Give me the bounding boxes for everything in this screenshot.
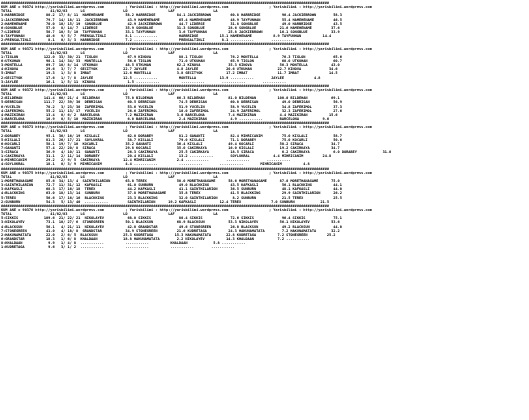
text-line: 1:BARCELONA 10.9 0/ 5/ 10 MAZIKIRAN 6.0 BARCELONA 2.4 MAZIKIRAN 4.9 ........... BARCELONA 9.6 [1,116,329,121]
text-line: TOTAL 41/02/83 LG LD LAF LA [1,50,218,55]
text-line: 2:GECITYOK 17.6 1/ 7/ 8 JAYLEE 12.5 ........... MONTELLA 13.9 ........... JAYLEE 4.8 [1,75,321,80]
text-line: 7:LIDERSE 50.7 10/ 5/ 10 TAYFUNHAN 33.1 TAYFUNHAN 3.6 TAYFUNHAN 25.8 JACKIEBROWN 16.1 SONGBLUE 33.9 [1,29,340,34]
text-line: 5:KISLALI 81.3 26/ 17/ 21 SOYLUKRAL 38.7 KISLALI 79.0 KISLALI 71.1 DORABEY 75.0 KOCARLI 50.6 [1,137,342,142]
text-line: TOTAL 41/02/83 LG LD LAF LA [1,212,218,217]
text-line: 1:MORETHANAGAME 85.6 34/ 13/ 4 SAINTHILARION 63.0 TEREX 50.0 MORETHANAGAME 58.6 MORETHANAGAME 87.0 MORETHANAGAME 75.0 [1,179,340,184]
text-line: 1:TIGLON 122.0 33/ 30/ 21 TIGLON 67.9 KINOVA 88.1 TIGLON 76.2 MONTELLA 76.3 TIGLON 65.6 [1,54,342,59]
text-line: 3:HARBRIDGE 80.2 17/ 8/ 11 HAMEHENAME 58.2 HARBRIDGE 84.1 JACKIEBROWN 60.8 HARBRIDGE 96.4 JACKIEBROWN 58.3 [1,13,342,18]
text-line: 5:IMBAT 19.3 1/ 3/ 8 IMBAT 12.6 MONTELLA 3.8 GECITYOK 17.2 IMBAT 11.7 IMBAT 14.5 [1,71,338,76]
text-line: KUM ANE = 90376 http://yarisbilimi.wordpress.com ; Yarisbilimi : http://yarisbilimi.wordpress.com ; Yarisbilimi : http://yarisbilimi.wordpress.com [1,208,372,213]
text-line: ######################################################################################################################################################### [1,166,329,171]
text-line: 5:TEREX 56.6 17/ 16/ 16 BLACKKING 23.3 BLACKKING 32.0 SAINTHILARION 8.2 SUNBURN 21.5 TEREX 25.5 [1,195,342,200]
text-line: 2:HAKUNAMATATA 22.0 2/ 6/ 5 BLACKSUN 25.3 KUDRETAGA 15.3 HAKUNAMATATA 22.8 KUDRETAGA 7.2 STONEGREEN 25.2 [1,232,336,237]
text-line: ######################################################################################################################################################### [1,1,329,5]
text-line: 4:ZAFERIMOL 55.2 11/ 13/ 17 YUCELIN 26.6 ZAFERIMOL 10.0 ZAFERIMOL 24.9 ZAFERIMOL 32.3 ZAFERIMOL 27.6 [1,108,342,113]
text-line: 2:DORABEY 95.1 36/ 16/ 19 KISLALI 62.0 DORABEY 81.2 GANANTI 82.4 MIHRICANIM 75.0 KISLALI 58.7 [1,133,342,138]
text-line: 3:KAFKASLI 68.3 17/ 16/ 18 TEREX 44.2 KAFKASLI 41.1 SAINTHILARION 36.5 SUNBURN 48.1 KAFKASLI 44.0 [1,187,342,192]
text-line: TOTAL 41/02/83 LG LD LAF LA [1,9,218,14]
text-line: ######################################################################################################################################################### [1,42,329,47]
text-line: 5:SIKKIS 109.6 21/ 22/ 21 NIKOLAYEV 68.0 SIKKIS 80.4 SIKKIS 72.6 SIKKIS 96.4 SIKKIS 75.1 [1,216,342,221]
text-line: 6:YUCELIN 70.2 3/ 23/ 30 ZAFERIMOL 53.6 YUCELIN 51.9 YUCELIN 58.9 YUCELIN 34.8 ZAFERIMOL 37.3 [1,104,342,109]
text-line: KUM ANE = 90371 http://yarisbilimi.wordpress.com ; Yarisbilimi : http://yarisbilimi.wordpress.com ; Yarisbilimi : http://yarisbilimi.wordpress.com [1,46,372,51]
text-line: 7:STONEGREEN 41.0 4/ 18/ 8 GRANDSTAR 34.9 STONEGREEN 21.6 KUDRETAGA 24.3 HAKUNAMATATA 7.2 HAKUNAMATATA 32.2 [1,228,340,233]
text-line: KUM ANE = 90372 http://yarisbilimi.wordpress.com ; Yarisbilimi : http://yarisbilimi.wordpress.com ; Yarisbilimi : http://yarisbilimi.wordpress.com [1,87,372,92]
text-line: ######################################################################################################################################################### [1,121,329,126]
text-line: TOTAL 41/02/83 LG LD LAF LA [1,129,218,134]
text-line: 4:MAZIKIRAN 13.4 0/ 6/ 2 BARCELONA 7.2 MAZIKIRAN 3.0 BARCELONA 7.4 MAZIKIRAN 4.4 MAZIKIRAN 15.6 [1,112,338,117]
text-line: ######################################################################################################################################################### [1,83,329,88]
text-line: KUM ANE = 90374 http://yarisbilimi.wordpress.com ; Yarisbilimi : http://yarisbilimi.wordpress.com ; Yarisbilimi : http://yarisbilimi.wordpress.com [1,5,372,10]
text-line: 4:SOYLUKRAL 18.1 0/ 3/ 9 MIHRICANIM 4.4 ........... ........... ........... MIHRICANIM 4.8 [1,162,310,167]
text-line: 2:PRENSALTINLI 8.1 0/ 3/ 3 HARBRIDGE 7.2 ........... PRENSALTINLI 8.1 ........... ........... [1,38,295,43]
text-line: KUM ANE = 90373 http://yarisbilimi.wordpress.com ; Yarisbilimi : http://yarisbilimi.wordpress.com ; Yarisbilimi : http://yarisbilimi.wordpress.com [1,125,372,130]
text-line: 3:NIKOLAYEV 73.1 10/ 27/ 6 STONEGREEN 50.1 BLACKSUN 68.9 BLACKSUN 53.3 NIKOLAYEV 56.1 NIKOLAYEV 53.6 [1,220,340,225]
text-line: 2:BILDEHAN 141.4 66/ 21/ 4 BILDEHAN 75.0 BILDEHAN 66.3 BILDEHAN 81.0 BILDEHAN 100.0 BILDEHAN 69.1 [1,96,340,101]
text-line: 2:HAMEHENAME 70.0 10/ 15/ 19 SONGBLUE 42.9 JACKIEBROWN 44.7 LIDERSE 31.8 SONGBLUE 49.0 HARBRIDGE 43.5 [1,21,342,26]
text-line: 4:BLACKSUN 56.1 4/ 21/ 11 NIKOLAYEV 42.0 GRANDSTAR 49.6 STONEGREEN 26.0 BLACKSUN 49.2 BLACKSUN 44.0 [1,224,342,229]
text-line: 3:JAYLEE 16.1 1/ 5/ 11 KINOVA 1.5 ........... ........... ........... ........... [1,79,287,84]
text-line: 8:MIHRICANIM 29.2 2/ 9/ 5 CAKIRKAYA 12.4 MIHRICANIM 2.4 ........... ........... ........... [1,158,291,163]
text-line: 6:SONGBLUE 57.0 8/ 14/ 7 LIDERSE 35.9 SONGBLUE 31.3 SONGBLUE 28.6 SONGBLUE 21.6 HAMEHENAME 37.6 [1,25,340,30]
text-line: 5:DEBRISAN 111.7 22/ 39/ 30 DEBRISAN 60.5 DEBRISAN 74.5 DEBRISAN 60.0 DEBRISAN 49.0 DEBRISAN 56.9 [1,100,342,105]
text-line: 7:GANANTI 57.4 22/ 20/ 8 SIRACA 29.8 KOCARLI 35.0 CAKIRKAYA 16.0 KISLALI 19.2 CAKIRKAYA 34.7 [1,145,340,150]
text-line: 6:KOCARLI 58.1 19/ 7/ 10 KOCARLI 35.2 GANANTI 36.4 KISLALI 49.4 KOCARLI 50.2 SIRACA 34.7 [1,141,340,146]
text-line: 1:CAKIRKAYA 31.1 2/ 11/ 14 DORABEY 20.4 KISLALI 13.2 ........... SOYLUKRAL 4.4 MIHRICANIM 24.8 [1,154,332,159]
text-line: TOTAL 41/02/83 LG LD LAF LA [1,92,218,97]
text-line: 3:MONTELLA 69.7 10/ 8/ 14 UTKUHAN 48.5 UTKUHAN 62.2 KINOVA 35.3 KINOVA 56.3 MONTELLA 43.0 [1,63,340,68]
text-line: 4:BLACKKING 63.0 18/ 13/ 14 SUNBURN 37.8 MORETHANAGAME 35.8 TEREX 41.5 BLACKKING 29.9 SAINTHILARION 26.2 [1,191,342,196]
text-line: 3:SAINTHILARION 72.7 11/ 31/ 12 KAFKASLI 61.0 SUNBURN 49.0 BLACKKING 43.5 KAFKASLI 56.1 BLACKKING 44.1 [1,183,342,188]
text-line: 2:SUNBURN 54.3 5/ 13/ 40 ........... SAINTHILARION 19.2 KAFKASLI 12.4 TEREX 7.0 SUNBURN 21.5 [1,199,329,204]
text-line: 4:KINOVA 29.6 3/ 7/ 7 GECITYOK 22.7 JAYLEE 4.8 JAYLEE 20.6 UTKUHAN 22.7 KINOVA 34.6 [1,67,338,72]
text-line: 8:TAYFUNHAN 48.6 9/ 5/ 7 PRENSALTINLI 8.1 ........... HARBRIDGE 15.1 HAMEHENAME 8.9 TAYFUNHAN 14.4 [1,34,332,39]
text-line: ######################################################################################################################################################### [1,203,329,208]
text-line: TOTAL 41/02/83 LG LD LAF LA [1,174,218,179]
text-line: 8:KHALDAAN 9.9 1/ 4/ 8 ........... ........... KHALDAAN 5.8 ........... [1,241,246,246]
text-line: 6:GRANDSTAR 18.3 1/ 6/ 8 KHALDAAN 18.8 HAKUNAMATATA 2.2 NIKOLAYEV 14.3 KHALDAAN 7.2 ........... [1,237,310,242]
text-line: 6:UTKUHAN 90.1 14/ 34/ 33 MONTELLA 56.6 TIGLON 71.0 UTKUHAN 65.9 TIGLON 60.0 UTKUHAN 60.7 [1,58,342,63]
text-line: 1:KUDRETAGA 9.6 3/ 1/ 2 ........... ........... ........... ........... [1,245,235,250]
text-line: 3:SIRACA 36.9 4/ 10/ 11 GANANTI 26.3 CAKIRKAYA 25.5 CAKIRKAYA 18.5 SIRACA 6.2 CAKIRKAYA 6.0 DORABEY 31.0 [1,150,392,155]
text-line: KUM ANE = 90375 http://yarisbilimi.wordpress.com ; Yarisbilimi : http://yarisbilimi.wordpress.com ; Yarisbilimi : http://yarisbilimi.wordpress.com [1,170,372,175]
text-line: 1:JACKIEBROWN 79.7 14/ 18/ 11 JACKIEBROWN 43.9 HAMEHENAME 65.4 HAMEHENAME 48.9 TAYFUNHAN 55.4 HAMEHENAME 46.5 [1,17,342,22]
